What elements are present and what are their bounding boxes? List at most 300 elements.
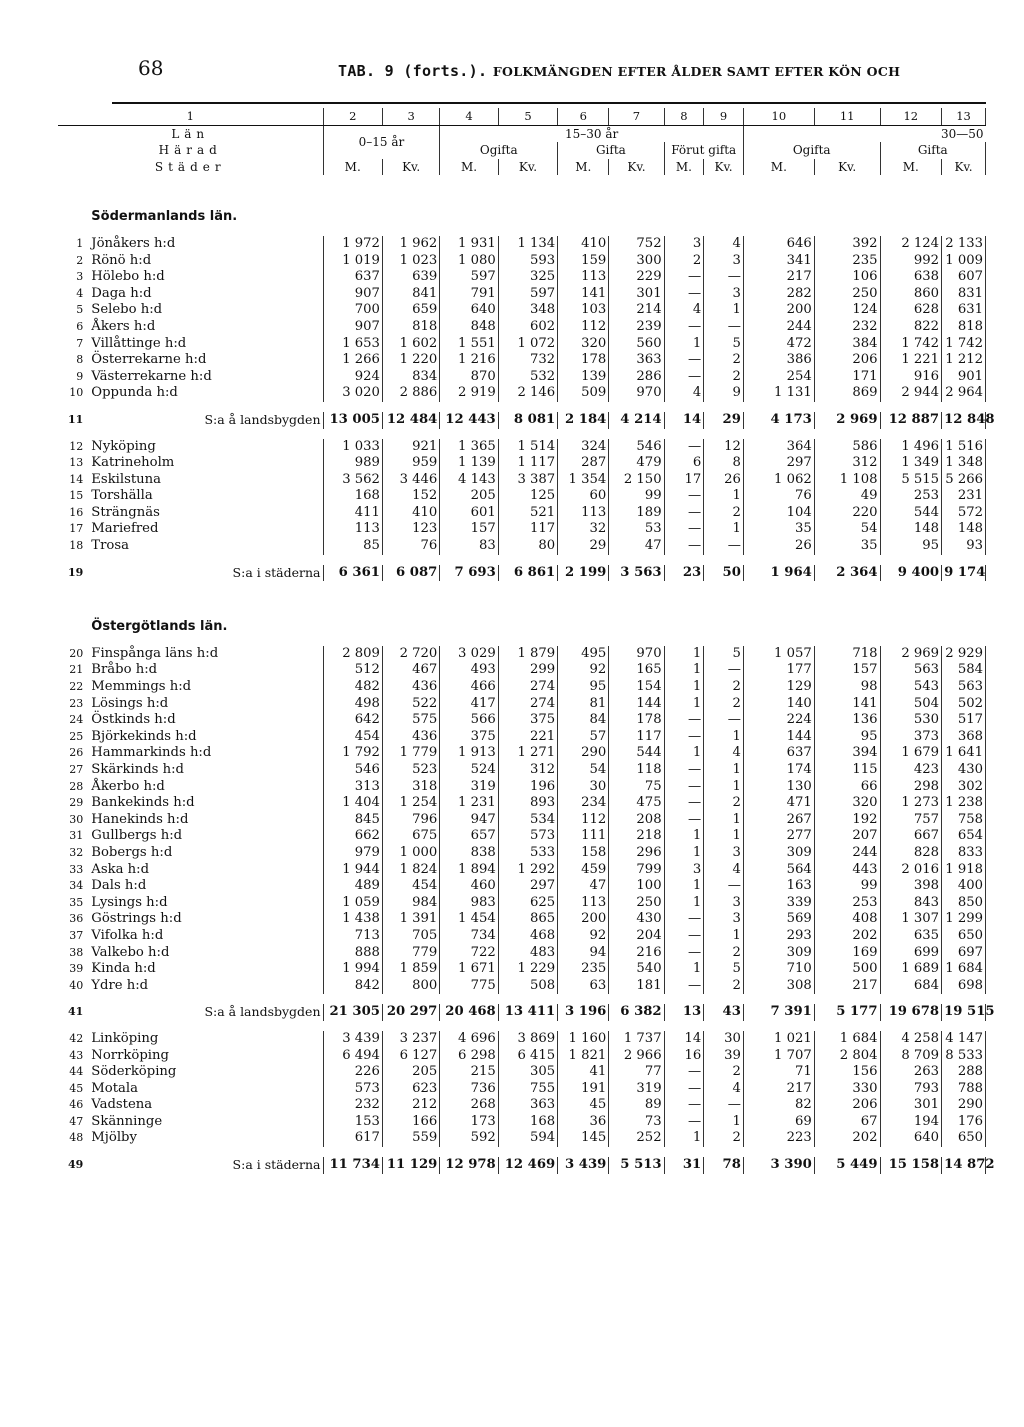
value-cell: 483 [498, 945, 557, 962]
value-cell: 301 [880, 1097, 942, 1114]
row-number: 42 [69, 1031, 84, 1045]
value-cell: 423 [880, 762, 942, 779]
row-number: 30 [69, 812, 84, 826]
row-number: 37 [69, 928, 84, 942]
header-kv-2: Kv. [498, 159, 557, 176]
table-row [58, 488, 986, 505]
value-cell: 601 [440, 505, 498, 522]
value-cell: 495 [558, 646, 609, 663]
value-cell: 893 [498, 795, 557, 812]
value-cell: 758 [942, 812, 986, 829]
value-cell: 1 438 [323, 911, 382, 928]
value-cell: 50 [704, 565, 744, 582]
value-cell: 983 [440, 895, 498, 912]
value-cell: 154 [609, 679, 664, 696]
value-cell: — [664, 505, 704, 522]
sum-label: S:a i städerna [89, 565, 323, 582]
value-cell: 244 [743, 319, 814, 336]
district-name: Nyköping [89, 439, 323, 456]
value-cell: 3 020 [323, 385, 382, 402]
table-row [58, 729, 986, 746]
table-row [58, 455, 986, 472]
value-cell: 95 [814, 729, 880, 746]
value-cell: 15 158 [880, 1157, 942, 1174]
header-kv-1: Kv. [382, 159, 439, 176]
top-rule [112, 102, 986, 104]
value-cell: 1 653 [323, 336, 382, 353]
value-cell: 4 173 [743, 412, 814, 429]
value-cell: 125 [498, 488, 557, 505]
value-cell: 1 [704, 521, 744, 538]
value-cell: 650 [942, 928, 986, 945]
value-cell: 156 [814, 1064, 880, 1081]
district-name: Söderköping [89, 1064, 323, 1081]
value-cell: 818 [942, 319, 986, 336]
value-cell: 924 [323, 369, 382, 386]
table-row [58, 302, 986, 319]
value-cell: 394 [814, 745, 880, 762]
district-name: Skärkinds h:d [89, 762, 323, 779]
value-cell: 232 [323, 1097, 382, 1114]
value-cell: 12 [704, 439, 744, 456]
value-cell: 305 [498, 1064, 557, 1081]
value-cell: 466 [440, 679, 498, 696]
value-cell: 410 [558, 236, 609, 253]
value-cell: 77 [609, 1064, 664, 1081]
row-number: 4 [76, 286, 84, 300]
table-row [58, 696, 986, 713]
value-cell: 1 962 [382, 236, 439, 253]
value-cell: 3 390 [743, 1157, 814, 1174]
value-cell: 300 [609, 253, 664, 270]
value-cell: 2 184 [558, 412, 609, 429]
value-cell: 504 [880, 696, 942, 713]
value-cell: 320 [558, 336, 609, 353]
value-cell: — [664, 1097, 704, 1114]
value-cell: 834 [382, 369, 439, 386]
value-cell: 26 [704, 472, 744, 489]
value-cell: 592 [440, 1130, 498, 1147]
value-cell: 5 266 [942, 472, 986, 489]
row-number: 7 [76, 336, 84, 350]
value-cell: 3 869 [498, 1031, 557, 1048]
value-cell: 66 [814, 779, 880, 796]
value-cell: 1 641 [942, 745, 986, 762]
value-cell: 9 [704, 385, 744, 402]
sum-label: S:a å landsbygden [89, 1004, 323, 1021]
value-cell: 14 [664, 412, 704, 429]
value-cell: — [704, 878, 744, 895]
value-cell: 319 [440, 779, 498, 796]
value-cell: 113 [558, 269, 609, 286]
value-cell: 165 [609, 662, 664, 679]
value-cell: 1 [664, 679, 704, 696]
value-cell: 1 354 [558, 472, 609, 489]
value-cell: 9 174 [942, 565, 986, 582]
value-cell: 287 [558, 455, 609, 472]
row-number: 39 [69, 962, 84, 976]
value-cell: 517 [942, 712, 986, 729]
value-cell: 5 177 [814, 1004, 880, 1021]
value-cell: 221 [498, 729, 557, 746]
value-cell: 95 [880, 538, 942, 555]
value-cell: 546 [609, 439, 664, 456]
value-cell: 2 [704, 679, 744, 696]
table-row [58, 1114, 986, 1131]
row-number: 49 [67, 1158, 84, 1172]
district-name: Selebo h:d [89, 302, 323, 319]
value-cell: 282 [743, 286, 814, 303]
value-cell: 4 696 [440, 1031, 498, 1048]
value-cell: 330 [814, 1081, 880, 1098]
value-cell: 204 [609, 928, 664, 945]
row-number: 46 [69, 1098, 84, 1112]
value-cell: 1 742 [942, 336, 986, 353]
value-cell: 2 720 [382, 646, 439, 663]
value-cell: 1 [704, 488, 744, 505]
value-cell: 732 [498, 352, 557, 369]
value-cell: 1 496 [880, 439, 942, 456]
value-cell: 12 978 [440, 1157, 498, 1174]
value-cell: 4 [704, 745, 744, 762]
colnum-9: 9 [704, 108, 744, 125]
value-cell: — [664, 488, 704, 505]
value-cell: 637 [743, 745, 814, 762]
value-cell: 468 [498, 928, 557, 945]
value-cell: 597 [498, 286, 557, 303]
value-cell: 144 [609, 696, 664, 713]
value-cell: 1 212 [942, 352, 986, 369]
value-cell: 2 364 [814, 565, 880, 582]
value-cell: 318 [382, 779, 439, 796]
value-cell: 637 [323, 269, 382, 286]
value-cell: 29 [558, 538, 609, 555]
value-cell: 207 [814, 828, 880, 845]
value-cell: 436 [382, 679, 439, 696]
table-row [58, 1081, 986, 1098]
page-title [338, 62, 900, 80]
header-stader: Städer [154, 159, 226, 174]
value-cell: 3 562 [323, 472, 382, 489]
value-cell: 117 [498, 521, 557, 538]
value-cell: — [664, 1064, 704, 1081]
value-cell: 363 [498, 1097, 557, 1114]
district-name: Bobergs h:d [89, 845, 323, 862]
row-number: 27 [69, 763, 84, 776]
value-cell: 117 [609, 729, 664, 746]
value-cell: 168 [498, 1114, 557, 1131]
value-cell: 157 [814, 662, 880, 679]
district-name: Villåttinge h:d [89, 336, 323, 353]
row-number: 5 [76, 303, 84, 317]
row-number: 48 [69, 1131, 84, 1145]
spacer-row [58, 994, 986, 1004]
value-cell: 2 [704, 795, 744, 812]
value-cell: 82 [743, 1097, 814, 1114]
district-name: Linköping [89, 1031, 323, 1048]
value-cell: 788 [942, 1081, 986, 1098]
value-cell: 498 [323, 696, 382, 713]
district-name: Gullbergs h:d [89, 828, 323, 845]
value-cell: 1 348 [942, 455, 986, 472]
value-cell: 202 [814, 928, 880, 945]
value-cell: 2 124 [880, 236, 942, 253]
row-number: 35 [69, 895, 84, 909]
value-cell: 521 [498, 505, 557, 522]
table-row [58, 1097, 986, 1114]
value-cell: 176 [942, 1114, 986, 1131]
value-cell: 575 [382, 712, 439, 729]
value-cell: 472 [743, 336, 814, 353]
value-cell: 659 [382, 302, 439, 319]
value-cell: 640 [880, 1130, 942, 1147]
value-cell: 5 [704, 336, 744, 353]
value-cell: 200 [558, 911, 609, 928]
value-cell: 47 [609, 538, 664, 555]
value-cell: 3 387 [498, 472, 557, 489]
value-cell: — [664, 945, 704, 962]
value-cell: 94 [558, 945, 609, 962]
district-name: Motala [89, 1081, 323, 1098]
value-cell: 3 [664, 862, 704, 879]
value-cell: — [664, 978, 704, 995]
value-cell: — [664, 911, 704, 928]
value-cell: 392 [814, 236, 880, 253]
value-cell: 662 [323, 828, 382, 845]
value-cell: 1 [704, 812, 744, 829]
value-cell: 267 [743, 812, 814, 829]
value-cell: 1 [664, 696, 704, 713]
row-number: 26 [69, 746, 84, 760]
header-m-4: M. [664, 159, 704, 176]
value-cell: 140 [743, 696, 814, 713]
value-cell: 1 271 [498, 745, 557, 762]
value-cell: 1 254 [382, 795, 439, 812]
spacer-row [58, 1021, 986, 1031]
table-row [58, 369, 986, 386]
value-cell: 546 [323, 762, 382, 779]
value-cell: 984 [382, 895, 439, 912]
value-cell: 1 021 [743, 1031, 814, 1048]
district-name: Oppunda h:d [89, 385, 323, 402]
value-cell: 93 [942, 538, 986, 555]
value-cell: — [664, 795, 704, 812]
value-cell: 2 [704, 696, 744, 713]
value-cell: 584 [942, 662, 986, 679]
value-cell: 1 792 [323, 745, 382, 762]
value-cell: — [704, 662, 744, 679]
value-cell: 1 602 [382, 336, 439, 353]
value-cell: 234 [558, 795, 609, 812]
district-name: Aska h:d [89, 862, 323, 879]
district-name: Östkinds h:d [89, 712, 323, 729]
header-m-1: M. [323, 159, 382, 176]
value-cell: 2 944 [880, 385, 942, 402]
district-name: Norrköping [89, 1048, 323, 1065]
colnum-8: 8 [664, 108, 704, 125]
header-harad: Härad [158, 143, 222, 158]
value-cell: 139 [558, 369, 609, 386]
table-row [58, 269, 986, 286]
value-cell: 123 [382, 521, 439, 538]
value-cell: 471 [743, 795, 814, 812]
value-cell: — [664, 538, 704, 555]
value-cell: 1 [664, 1130, 704, 1147]
value-cell: 1 [664, 845, 704, 862]
value-cell: 1 859 [382, 961, 439, 978]
value-cell: 482 [323, 679, 382, 696]
value-cell: 99 [814, 878, 880, 895]
colnum-1: 1 [58, 108, 323, 125]
value-cell: 153 [323, 1114, 382, 1131]
value-cell: 232 [814, 319, 880, 336]
value-cell: 4 [704, 862, 744, 879]
value-cell: 85 [323, 538, 382, 555]
value-cell: 493 [440, 662, 498, 679]
row-number: 17 [69, 522, 84, 536]
row-number: 24 [69, 713, 84, 727]
value-cell: 1 [704, 779, 744, 796]
row-number: 32 [69, 845, 84, 859]
value-cell: 384 [814, 336, 880, 353]
value-cell: 2 [664, 253, 704, 270]
value-cell: 9 400 [880, 565, 942, 582]
value-cell: — [664, 762, 704, 779]
value-cell: 141 [558, 286, 609, 303]
value-cell: 69 [743, 1114, 814, 1131]
value-cell: 78 [704, 1157, 744, 1174]
sum-row [58, 1004, 986, 1021]
title-main: TAB. 9 (forts.). [338, 62, 488, 80]
value-cell: 373 [880, 729, 942, 746]
value-cell: 508 [498, 978, 557, 995]
value-cell: 700 [323, 302, 382, 319]
value-cell: 113 [558, 505, 609, 522]
value-cell: 168 [323, 488, 382, 505]
value-cell: — [664, 1081, 704, 1098]
value-cell: 200 [743, 302, 814, 319]
value-cell: 410 [382, 505, 439, 522]
value-cell: 148 [942, 521, 986, 538]
row-number: 13 [69, 456, 84, 470]
value-cell: 250 [609, 895, 664, 912]
value-cell: 1 117 [498, 455, 557, 472]
value-cell: 5 [704, 961, 744, 978]
value-cell: 2 [704, 1064, 744, 1081]
value-cell: 865 [498, 911, 557, 928]
value-cell: 288 [942, 1064, 986, 1081]
value-cell: 171 [814, 369, 880, 386]
value-cell: 11 734 [323, 1157, 382, 1174]
value-cell: 843 [880, 895, 942, 912]
value-cell: 20 297 [382, 1004, 439, 1021]
value-cell: 54 [814, 521, 880, 538]
value-cell: 202 [814, 1130, 880, 1147]
row-number: 38 [69, 945, 84, 959]
value-cell: 1 033 [323, 439, 382, 456]
row-number: 16 [69, 505, 84, 519]
value-cell: 4 [664, 385, 704, 402]
colnum-12: 12 [880, 108, 942, 125]
value-cell: 75 [609, 779, 664, 796]
district-name: Memmings h:d [89, 679, 323, 696]
value-cell: 6 127 [382, 1048, 439, 1065]
value-cell: 841 [382, 286, 439, 303]
value-cell: 845 [323, 812, 382, 829]
value-cell: 698 [942, 978, 986, 995]
row-number: 36 [69, 912, 84, 926]
value-cell: — [704, 269, 744, 286]
value-cell: 299 [498, 662, 557, 679]
value-cell: 363 [609, 352, 664, 369]
value-cell: 115 [814, 762, 880, 779]
value-cell: 625 [498, 895, 557, 912]
value-cell: 1 671 [440, 961, 498, 978]
value-cell: 113 [323, 521, 382, 538]
value-cell: 63 [558, 978, 609, 995]
value-cell: 13 411 [498, 1004, 557, 1021]
value-cell: 2 886 [382, 385, 439, 402]
value-cell: 136 [814, 712, 880, 729]
value-cell: 799 [609, 862, 664, 879]
value-cell: 319 [609, 1081, 664, 1098]
value-cell: 8 [704, 455, 744, 472]
header-forut-gifta: Förut gifta [664, 142, 743, 159]
district-name: Hölebo h:d [89, 269, 323, 286]
header-age-15-30: 15–30 år [440, 125, 744, 142]
district-name: Mjölby [89, 1130, 323, 1147]
table-row [58, 745, 986, 762]
value-cell: 98 [814, 679, 880, 696]
value-cell: 144 [743, 729, 814, 746]
value-cell: — [664, 439, 704, 456]
table-row [58, 472, 986, 489]
district-name: Ydre h:d [89, 978, 323, 995]
value-cell: 229 [609, 269, 664, 286]
table-row [58, 662, 986, 679]
value-cell: 368 [942, 729, 986, 746]
value-cell: 375 [440, 729, 498, 746]
district-name: Kinda h:d [89, 961, 323, 978]
value-cell: 297 [743, 455, 814, 472]
value-cell: 124 [814, 302, 880, 319]
value-cell: 1 879 [498, 646, 557, 663]
value-cell: 206 [814, 352, 880, 369]
sum-label: S:a i städerna [89, 1157, 323, 1174]
value-cell: 639 [382, 269, 439, 286]
value-cell: 1 779 [382, 745, 439, 762]
district-name: Katrineholm [89, 455, 323, 472]
value-cell: 921 [382, 439, 439, 456]
value-cell: 534 [498, 812, 557, 829]
value-cell: 30 [704, 1031, 744, 1048]
value-cell: 274 [498, 679, 557, 696]
value-cell: 17 [664, 472, 704, 489]
value-cell: 602 [498, 319, 557, 336]
header-m-2: M. [440, 159, 498, 176]
value-cell: 2 919 [440, 385, 498, 402]
colnum-3: 3 [382, 108, 439, 125]
district-name: Bråbo h:d [89, 662, 323, 679]
value-cell: 2 804 [814, 1048, 880, 1065]
column-number-row [58, 108, 986, 125]
value-cell: 1 454 [440, 911, 498, 928]
spacer-row [58, 429, 986, 439]
value-cell: 163 [743, 878, 814, 895]
value-cell: 617 [323, 1130, 382, 1147]
value-cell: 158 [558, 845, 609, 862]
value-cell: 544 [880, 505, 942, 522]
